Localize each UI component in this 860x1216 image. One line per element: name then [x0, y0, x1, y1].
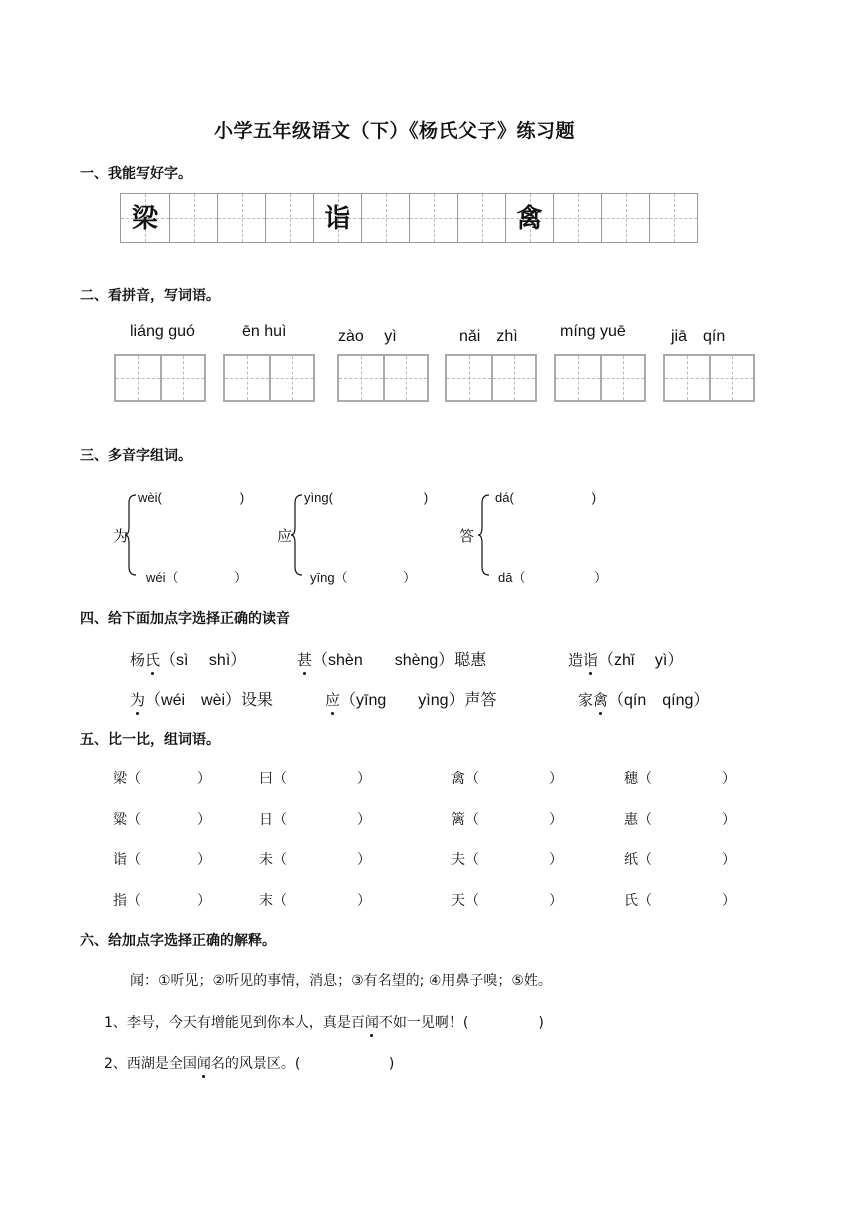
section-4-heading: 四、给下面加点字选择正确的读音 — [80, 611, 290, 627]
compare-item: 未（ ） — [259, 852, 371, 868]
reading-item: 造诣（zhǐ yì） — [568, 651, 684, 669]
dotted-char: 诣 — [583, 651, 599, 669]
pinyin-2: ēn huì — [242, 323, 287, 340]
answer-box-1[interactable] — [114, 354, 206, 402]
polyphone-1-bottom: wéi（ ） — [146, 570, 248, 585]
compare-item: 篱（ ） — [451, 812, 563, 828]
compare-item: 夫（ ） — [451, 852, 563, 868]
compare-item: 末（ ） — [259, 893, 371, 909]
compare-item: 梁（ ） — [113, 771, 211, 787]
grid-cell-6[interactable] — [361, 194, 409, 242]
compare-item: 指（ ） — [113, 893, 211, 909]
section-2-heading: 二、看拼音，写词语。 — [80, 288, 220, 304]
polyphone-3-bottom: dā（ ） — [498, 570, 608, 585]
pinyin-3: zào yì — [338, 328, 397, 345]
polyphone-2-bottom: yīng（ ） — [310, 570, 417, 585]
question-2: 2、西湖是全国闻名的风景区。( ) — [104, 1053, 394, 1073]
compare-item: 惠（ ） — [624, 812, 736, 828]
dotted-char: 甚 — [297, 651, 313, 669]
pinyin-5: míng yuē — [560, 323, 626, 340]
dotted-char: 氏 — [145, 651, 161, 669]
brace-icon — [124, 493, 138, 577]
compare-item: 粱（ ） — [113, 812, 211, 828]
polyphone-1-top: wèi( ) — [138, 490, 245, 505]
polyphone-char-3: 答 — [459, 527, 475, 545]
brace-icon — [477, 493, 491, 577]
pinyin-4: nǎi zhì — [459, 328, 518, 345]
pinyin-6: jiā qín — [671, 328, 726, 345]
grid-cell-3[interactable] — [217, 194, 265, 242]
section-3-heading: 三、多音字组词。 — [80, 448, 192, 464]
section-1-heading: 一、我能写好字。 — [80, 166, 192, 182]
writing-grid — [120, 193, 698, 243]
reading-item: 应（yīng yìng）声答 — [325, 691, 497, 709]
model-char-3: 禽 — [516, 204, 543, 234]
reading-item: 为（wéi wèi）设果 — [130, 691, 274, 709]
question-1: 1、李号，今天有增能见到你本人，真是百闻不如一见啊！( ) — [104, 1012, 544, 1032]
polyphone-2-top: yìng( ) — [304, 490, 429, 505]
grid-cell-12[interactable] — [649, 194, 697, 242]
grid-cell-9 — [505, 194, 553, 242]
polyphone-3-top: dá( ) — [495, 490, 597, 505]
grid-cell-2[interactable] — [169, 194, 217, 242]
section-5-heading: 五、比一比，组词语。 — [80, 732, 220, 748]
grid-cell-7[interactable] — [409, 194, 457, 242]
compare-item: 穗（ ） — [624, 771, 736, 787]
compare-item: 日（ ） — [259, 812, 371, 828]
polyphone-char-1: 为 — [113, 527, 129, 545]
grid-cell-4[interactable] — [265, 194, 313, 242]
grid-cell-8[interactable] — [457, 194, 505, 242]
compare-item: 纸（ ） — [624, 852, 736, 868]
compare-item: 诣（ ） — [113, 852, 211, 868]
grid-cell-10[interactable] — [553, 194, 601, 242]
compare-item: 禽（ ） — [451, 771, 563, 787]
pinyin-1: liáng guó — [130, 323, 195, 340]
model-char-2: 诣 — [324, 204, 351, 234]
answer-box-3[interactable] — [337, 354, 429, 402]
brace-icon — [290, 493, 304, 577]
grid-cell-1 — [121, 194, 169, 242]
answer-box-4[interactable] — [445, 354, 537, 402]
model-char-1: 梁 — [131, 204, 158, 234]
reading-item: 家禽（qín qíng） — [578, 691, 710, 709]
dotted-char: 闻 — [197, 1053, 211, 1073]
answer-box-2[interactable] — [223, 354, 315, 402]
reading-item: 甚（shèn shèng）聪惠 — [297, 651, 487, 669]
polyphone-char-2: 应 — [277, 527, 293, 545]
page-title: 小学五年级语文（下）《杨氏父子》练习题 — [214, 120, 576, 142]
dotted-char: 为 — [130, 691, 146, 709]
dotted-char: 禽 — [593, 691, 609, 709]
section-6-heading: 六、给加点字选择正确的解释。 — [80, 933, 276, 949]
definition-options: 闻：①听见；②听见的事情，消息；③有名望的; ④用鼻子嗅；⑤姓。 — [130, 973, 552, 989]
compare-item: 氏（ ） — [624, 893, 736, 909]
compare-item: 天（ ） — [451, 893, 563, 909]
reading-item: 杨氏（sì shì） — [130, 651, 247, 669]
dotted-char: 闻 — [365, 1012, 379, 1032]
dotted-char: 应 — [325, 691, 341, 709]
compare-item: 曰（ ） — [259, 771, 371, 787]
answer-box-6[interactable] — [663, 354, 755, 402]
answer-box-5[interactable] — [554, 354, 646, 402]
grid-cell-11[interactable] — [601, 194, 649, 242]
grid-cell-5 — [313, 194, 361, 242]
